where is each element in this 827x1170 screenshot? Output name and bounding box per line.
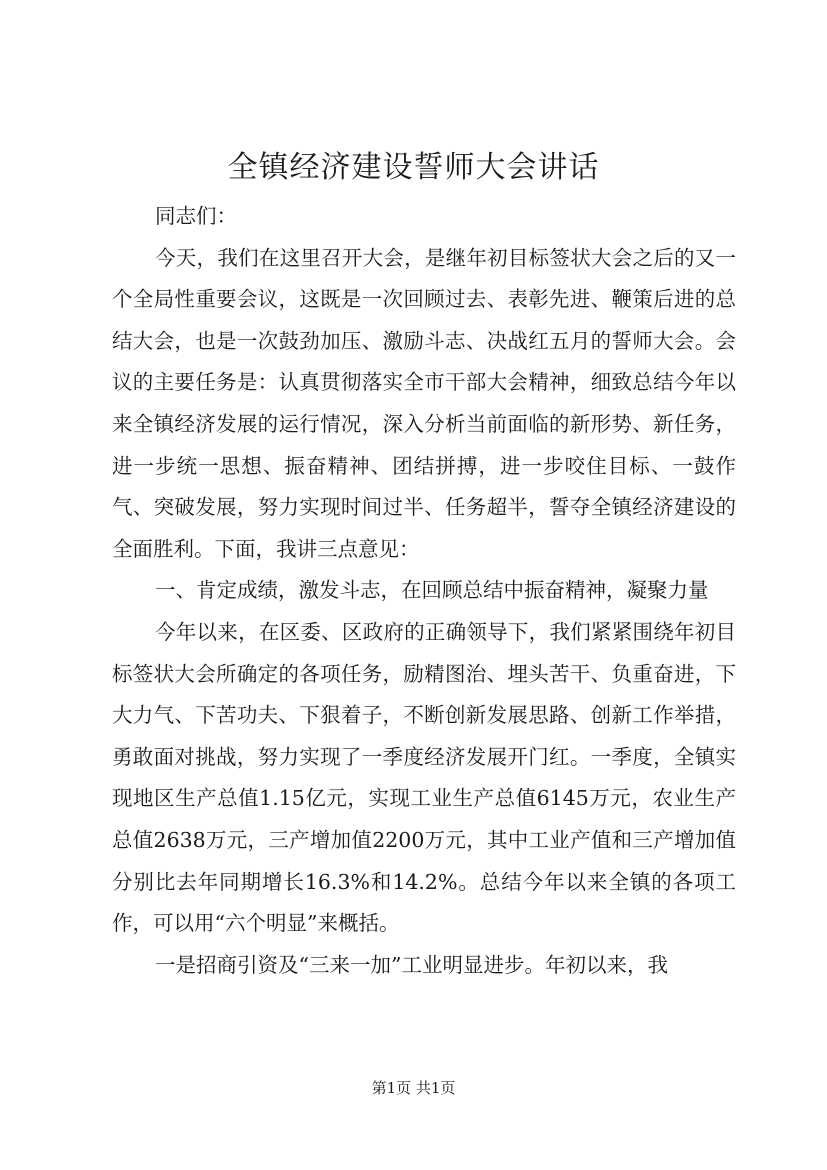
paragraph-intro: 今天，我们在这里召开大会，是继年初目标签状大会之后的又一个全局性重要会议，这既是一次回顾过去、表彰先进、鞭策后进的总结大会，也是一次鼓劲加压、激励斗志、决战红五月的誓师大会。会议的主要任务是：认真贯彻落实全市干部大会精神，细致总结今年以来全镇经济发展的运行情况，深入分析当前面临的新形势、新任务，进一步统一思想、振奋精神、团结拼搏，进一步咬住目标、一鼓作气、突破发展，努力实现时间过半、任务超半，誓夺全镇经济建设的全面胜利。下面，我讲三点意见： [112, 245, 736, 561]
paragraph-achievements: 今年以来，在区委、区政府的正确领导下，我们紧紧围绕年初目标签状大会所确定的各项任务，励精图治、埋头苦干、负重奋进，下大力气、下苦功夫、下狠着子，不断创新发展思路、创新工作举措，勇敢面对挑战，努力实现了一季度经济发展开门红。一季度，全镇实现地区生产总值1.15亿元，实现工业生产总值6145万元，农业生产总值2638万元，三产增加值2200万元，其中工业产值和三产增加值分别比去年同期增长16.3%和14.2%。总结今年以来全镇的各项工作，可以用“六个明显”来概括。 [112, 619, 736, 936]
salutation: 同志们： [155, 204, 238, 228]
document-title: 全镇经济建设誓师大会讲话 [227, 150, 600, 185]
paragraph-investment: 一是招商引资及“三来一加”工业明显进步。年初以来，我 [155, 952, 669, 977]
document-body [112, 196, 736, 986]
section-heading-1: 一、肯定成绩，激发斗志，在回顾总结中振奋精神，凝聚力量 [155, 578, 709, 603]
page-footer: 第1页 共1页 [371, 1079, 456, 1097]
